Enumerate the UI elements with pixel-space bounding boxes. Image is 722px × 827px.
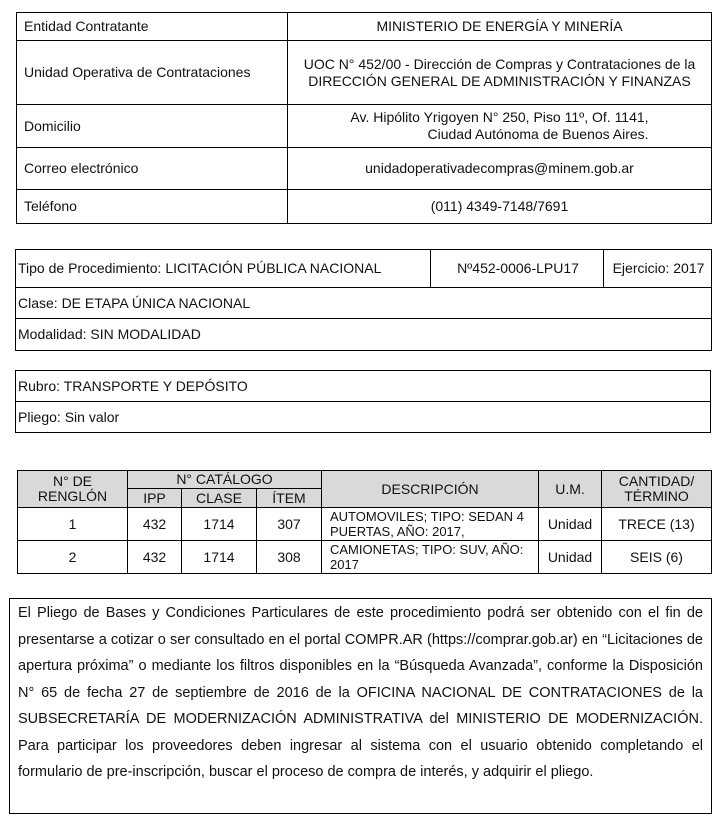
- procedure-class: Clase: DE ETAPA ÚNICA NACIONAL: [16, 288, 712, 319]
- cell-item: 308: [257, 541, 322, 574]
- cell-renglon: 1: [18, 508, 128, 541]
- cell-cantidad: SEIS (6): [602, 541, 712, 574]
- header-item: ÍTEM: [257, 489, 322, 508]
- address-text: [350, 109, 648, 143]
- pliego-row: [16, 402, 711, 433]
- notice-text: El Pliego de Bases y Condiciones Particulares de este procedimiento podrá ser obtenido con el fin de presentarse a cotizar o ser consultado en el portal COMPR.AR (https://comprar.gob.ar) en “Licitaciones de apertura próxima” o mediante los filtros disponibles en la “Búsqueda Avanzada”, conforme la Disposición N° 65 de fecha 27 de septiembre de 2016 de la OFICINA NACIONAL DE CONTRATACIONES de la SUBSECRETARÍA DE MODERNIZACIÓN ADMINISTRATIVA del MINISTERIO DE MODERNIZACIÓN. Para participar los proveedores deben ingresar al sistema con el usuario obtenido completando el formulario de pre-inscripción, buscar el proceso de compra de interés, y adquirir el pliego.: [18, 605, 703, 780]
- phone-row: [17, 190, 712, 224]
- table-row: [18, 541, 712, 574]
- unit-value: UOC N° 452/00 - Dirección de Compras y Contrataciones de la DIRECCIÓN GENERAL DE ADMINISTRACIÓN Y FINANZAS: [288, 41, 712, 105]
- address-value: [288, 105, 712, 148]
- cell-ipp: 432: [128, 508, 182, 541]
- cell-um: Unidad: [539, 541, 602, 574]
- cell-item: 307: [257, 508, 322, 541]
- address-row: [17, 105, 712, 148]
- items-header-row: [18, 471, 712, 489]
- entity-label: Entidad Contratante: [17, 13, 288, 41]
- procedure-modality: Modalidad: SIN MODALIDAD: [16, 319, 712, 351]
- header-ipp: IPP: [128, 489, 182, 508]
- cell-clase: 1714: [182, 508, 257, 541]
- pliego: Pliego: Sin valor: [16, 402, 711, 433]
- cell-cantidad: TRECE (13): [602, 508, 712, 541]
- procedure-type-row: [16, 250, 712, 288]
- cell-renglon: 2: [18, 541, 128, 574]
- procedure-modality-row: [16, 319, 712, 351]
- fiscal-year: Ejercicio: 2017: [604, 250, 712, 288]
- rubro: Rubro: TRANSPORTE Y DEPÓSITO: [16, 371, 711, 402]
- notice-box: [9, 598, 712, 814]
- address-line-2: Ciudad Autónoma de Buenos Aires.: [427, 126, 649, 142]
- rubro-row: [16, 371, 711, 402]
- procedure-type: Tipo de Procedimiento: LICITACIÓN PÚBLICA NACIONAL: [16, 250, 431, 288]
- header-clase: CLASE: [182, 489, 257, 508]
- phone-value: (011) 4349-7148/7691: [288, 190, 712, 224]
- header-renglon: N° DE RENGLÓN: [18, 471, 128, 508]
- cell-um: Unidad: [539, 508, 602, 541]
- rubro-table: [15, 370, 711, 433]
- unit-row: [17, 41, 712, 105]
- email-label: Correo electrónico: [17, 148, 288, 190]
- entity-info-table: [16, 12, 712, 224]
- cell-clase: 1714: [182, 541, 257, 574]
- email-value[interactable]: unidadoperativadecompras@minem.gob.ar: [288, 148, 712, 190]
- entity-value: MINISTERIO DE ENERGÍA Y MINERÍA: [288, 13, 712, 41]
- header-cantidad: CANTIDAD/ TÉRMINO: [602, 471, 712, 508]
- unit-label: Unidad Operativa de Contrataciones: [17, 41, 288, 105]
- procedure-table: [15, 249, 712, 351]
- cell-descripcion: AUTOMOVILES; TIPO: SEDAN 4 PUERTAS, AÑO: 2017,: [322, 508, 539, 541]
- cell-ipp: 432: [128, 541, 182, 574]
- procedure-class-row: [16, 288, 712, 319]
- items-table: [17, 470, 712, 574]
- email-row: [17, 148, 712, 190]
- header-descripcion: DESCRIPCIÓN: [322, 471, 539, 508]
- header-um: U.M.: [539, 471, 602, 508]
- entity-row: [17, 13, 712, 41]
- address-line-1: Av. Hipólito Yrigoyen N° 250, Piso 11º, Of. 1141,: [350, 109, 649, 125]
- address-label: Domicilio: [17, 105, 288, 148]
- phone-label: Teléfono: [17, 190, 288, 224]
- cell-descripcion: CAMIONETAS; TIPO: SUV, AÑO: 2017: [322, 541, 539, 574]
- procedure-number: Nº452-0006-LPU17: [431, 250, 604, 288]
- table-row: [18, 508, 712, 541]
- header-catalogo: N° CATÁLOGO: [128, 471, 322, 489]
